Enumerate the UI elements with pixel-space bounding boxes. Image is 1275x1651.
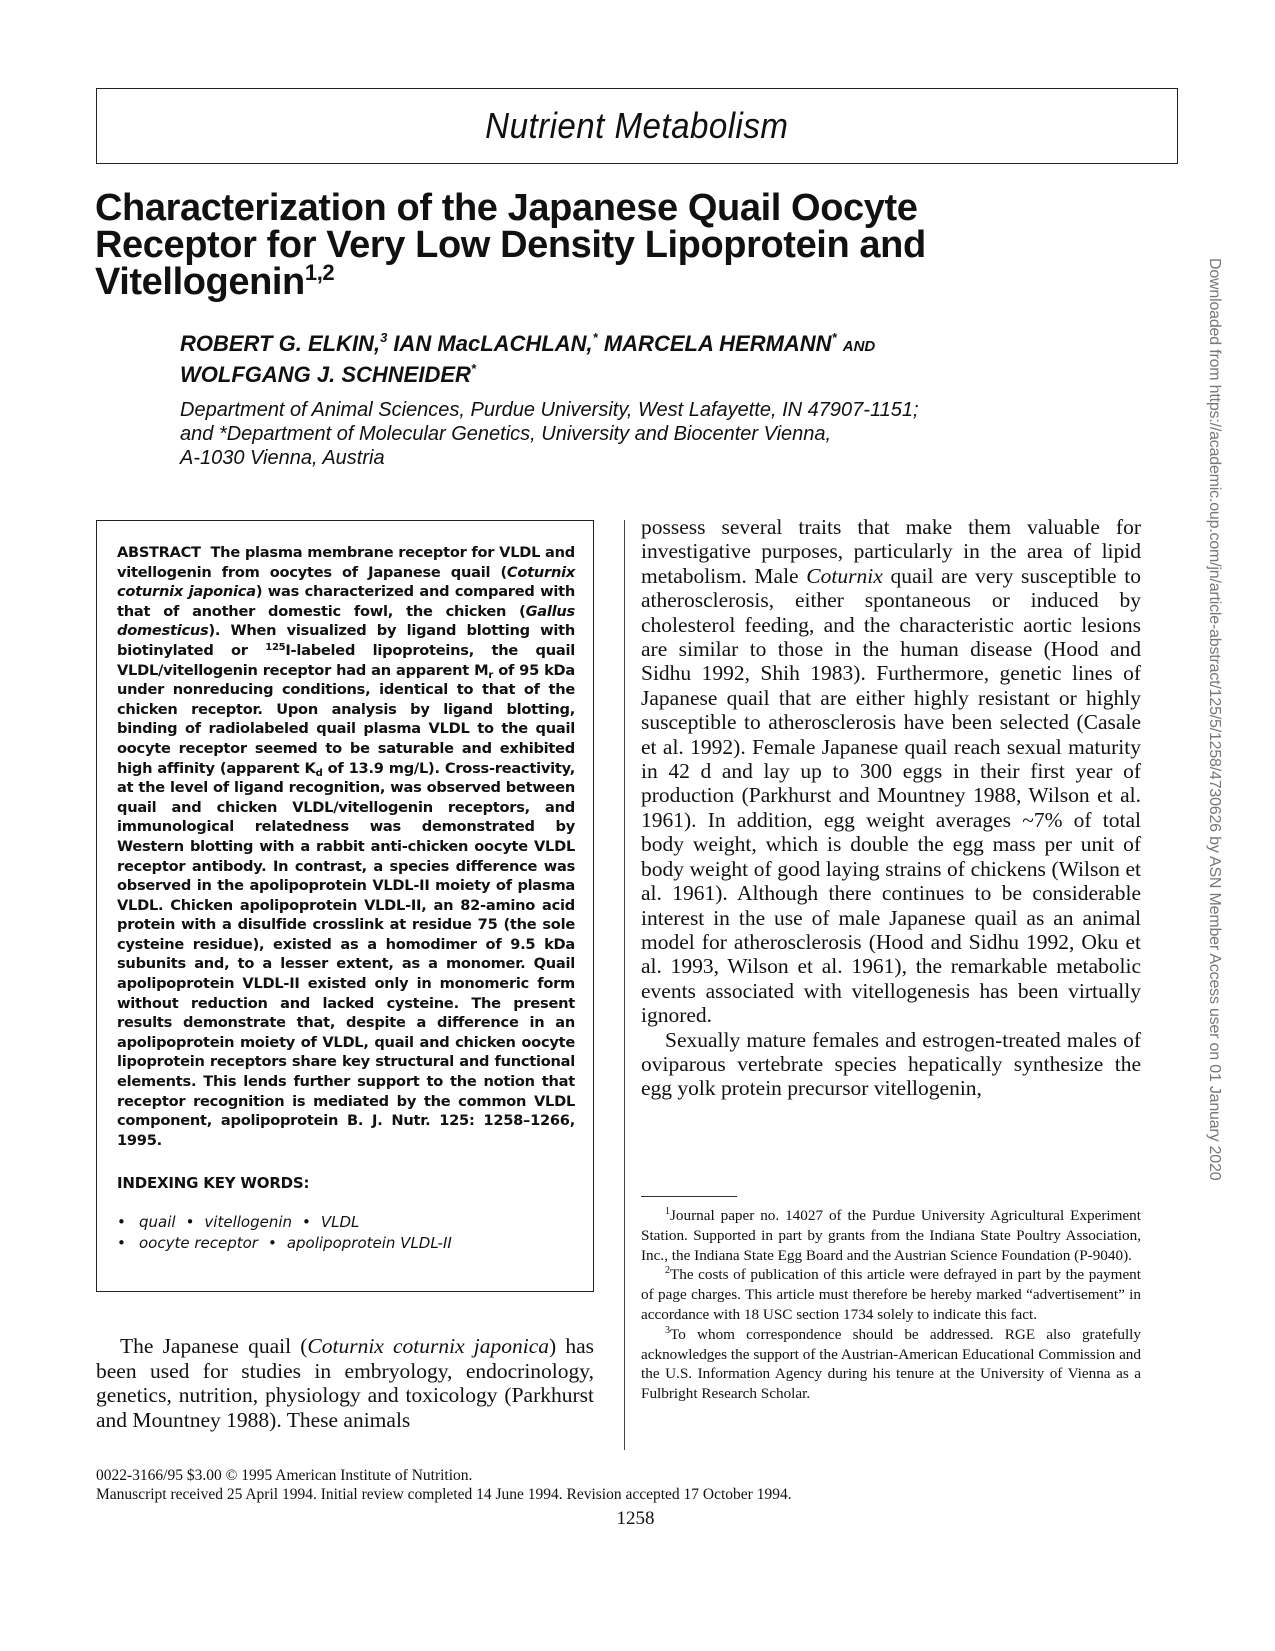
title-line: Characterization of the Japanese Quail Oocyte [95,187,918,229]
abstract-segment: The plasma membrane receptor for VLDL and vitellogenin from oocytes of Japanese quail ( [117,544,575,581]
abstract-segment: ) was characterized and compared with that of another domestic fowl, the chicken ( [117,583,575,620]
footnote-text: The costs of publication of this article were defrayed in part by the payment of page charges. This article must therefore be hereby marked “advertisement” in accordance with 18 USC section 1734 solely to indicate this fact. [641,1266,1141,1323]
title-line-text: Vitellogenin [95,261,305,303]
bullet-icon: • [185,1213,195,1232]
footnote-divider [641,1196,737,1197]
subscript: r [488,669,494,681]
keywords-row [117,1233,575,1254]
column-divider [624,520,625,1450]
author-conjunction: AND [842,338,876,355]
publication-info [96,1466,1096,1504]
footnote-text: To whom correspondence should be addressed. RGE also gratefully acknowledges the support of the Austrian-American Educational Commission and the U.S. Information Agency during his tenure at the University of Vienna as a Fulbright Research Scholar. [641,1325,1141,1403]
abstract-segment: of 95 kDa under nonreducing conditions, identical to that of the chicken receptor. Upon analysis by ligand blotting, binding of radiolabeled quail plasma VLDL to the quail oocyte receptor seemed to be saturable and exhibited high affinity (apparent K [117,661,576,777]
author-mark: * [592,330,598,345]
abstract-segment: ). When visualized by ligand blotting with biotinylated or [117,622,575,659]
abstract-box [96,520,594,1292]
bullet-icon: • [267,1234,277,1253]
body-segment: quail are very susceptible to atherosclerosis, either spontaneous or induced by cholesterol feeding, and the characteristic aortic lesions are similar to those in the human disease (Hood and Sidhu 1992, Shih 1983). Furthermore, genetic lines of Japanese quail that are either highly resistant or highly susceptible to atherosclerosis have been selected (Casale et al. 1992). Female Japanese quail reach sexual maturity in 42 d and lay up to 300 eggs in their first year of production (Parkhurst and Mountney 1988, Wilson et al. 1961). In addition, egg weight averages ~7% of total body weight, which is double the egg mass per unit of body weight of good laying strains of chickens (Wilson et al. 1961). Although there continues to be considerable interest in the use of male Japanese quail as an animal model for atherosclerosis (Hood and Sidhu 1992, Oku et al. 1993, Wilson et al. 1961), the remarkable metabolic events associated with vitellogenesis has been virtually ignored. [641,563,1141,1028]
bullet-icon: • [117,1213,126,1232]
section-header-box [96,88,1178,164]
keyword: VLDL [320,1213,360,1232]
right-column-body [641,515,1141,1101]
keywords-heading: INDEXING KEY WORDS: [117,1174,310,1193]
author-list [180,330,1080,389]
footnotes [641,1206,1141,1404]
keywords-list [117,1212,575,1254]
manuscript-history: Manuscript received 25 April 1994. Initial review completed 14 June 1994. Revision accepted 17 October 1994. [96,1486,792,1503]
footnote-text: Journal paper no. 14027 of the Purdue University Agricultural Experiment Station. Supported in part by grants from the Indiana State Poultry Association, Inc., the Indiana State Egg Board and the Austrian Science Foundation (P-9040). [641,1207,1141,1264]
author-name: ROBERT G. ELKIN, [180,331,381,356]
page-number [0,1508,1275,1530]
isotope-mass: 125 [265,641,286,653]
author-mark: * [831,330,837,345]
body-paragraph [96,1334,594,1432]
affiliation-line: Department of Animal Sciences, Purdue University, West Lafayette, IN 47907-1151; [180,399,919,421]
keywords-row [117,1212,575,1233]
section-title: Nutrient Metabolism [485,105,789,146]
intro-paragraph [96,1334,594,1432]
author-name: MARCELA HERMANN [603,331,832,356]
title-line: Receptor for Very Low Density Lipoprotein and [95,224,926,266]
abstract-label: ABSTRACT [117,544,201,561]
species-name: Coturnix coturnix japonica [307,1334,550,1358]
author-name: IAN MacLACHLAN, [393,331,593,356]
keyword: oocyte receptor [139,1234,258,1253]
bullet-icon: • [302,1213,311,1232]
author-line [180,361,1080,389]
bullet-icon: • [117,1234,126,1253]
title-line [95,260,1095,303]
footnote-mark: 1 [665,1206,670,1217]
body-segment: The Japanese quail ( [120,1334,308,1358]
body-paragraph: Sexually mature females and estrogen-treated males of oviparous vertebrate species hepatically synthesize the egg yolk protein precursor vitellogenin, [641,1027,1141,1101]
page-number-text: 1258 [616,1508,655,1529]
footnote [641,1265,1141,1324]
affiliation-line: and *Department of Molecular Genetics, University and Biocenter Vienna, [180,423,832,445]
footnote [641,1325,1141,1404]
species-name: Gallus domesticus [117,602,575,640]
keyword: apolipoprotein VLDL-II [286,1234,452,1253]
abstract-segment: of 13.9 mg/L). Cross-reactivity, at the level of ligand recognition, was observed between quail and chicken VLDL/vitellogenin receptors, and immunological relatedness was demonstrated by Western blotting with a rabbit anti-chicken oocyte VLDL receptor antibody. In contrast, a species difference was observed in the apolipoprotein VLDL-II moiety of plasma VLDL. Chicken apolipoprotein VLDL-II, an 82-amino acid protein with a disulfide crosslink at residue 75 (the sole cysteine residue), existed as a homodimer of 9.5 kDa subunits and, to a lesser extent, as a monomer. Quail apolipoprotein VLDL-II existed only in monomeric form without reduction and lacked cysteine. The present results demonstrate that, despite a difference in an apolipoprotein moiety of VLDL, quail and chicken oocyte lipoprotein receptors share key structural and functional elements. This lends further support to the notion that receptor recognition is mediated by the common VLDL component, apolipoprotein B. J. Nutr. 125: 1258–1266, 1995. [117,759,575,1149]
abstract-segment: I-labeled lipoproteins, the quail VLDL/vitellogenin receptor had an apparent M [117,641,575,679]
keyword: quail [139,1213,176,1232]
title-footnote-marks[interactable]: 1,2 [304,260,335,285]
footnote-mark: 3 [665,1324,670,1336]
author-name: WOLFGANG J. SCHNEIDER [180,362,471,387]
footnote-mark: 2 [665,1265,670,1277]
footnote [641,1206,1141,1265]
abstract-text [117,543,575,1150]
author-mark: * [470,361,476,376]
author-line [180,330,1080,361]
genus-name: Coturnix [806,563,883,588]
body-paragraph [641,515,1141,1028]
affiliations [180,398,1140,470]
body-segment: ) has been used for studies in embryology, endocrinology, genetics, nutrition, physiology and toxicology (Parkhurst and Mountney 1988). These animals [96,1334,594,1432]
keyword: vitellogenin [204,1213,293,1232]
subscript: d [315,767,323,779]
copyright-line: 0022-3166/95 $3.00 © 1995 American Institute of Nutrition. [96,1467,473,1484]
author-mark[interactable]: 3 [380,330,388,345]
article-title [95,187,1095,303]
species-name: Coturnix coturnix japonica [117,563,575,601]
body-segment: possess several traits that make them valuable for investigative purposes, particularly in the area of lipid metabolism. Male [641,515,1141,588]
affiliation-line: A-1030 Vienna, Austria [180,447,385,469]
download-watermark: Downloaded from https://academic.oup.com/jn/article-abstract/125/5/1258/4730626 by ASN Member Access user on 01 January 2020 [1206,258,1223,1181]
